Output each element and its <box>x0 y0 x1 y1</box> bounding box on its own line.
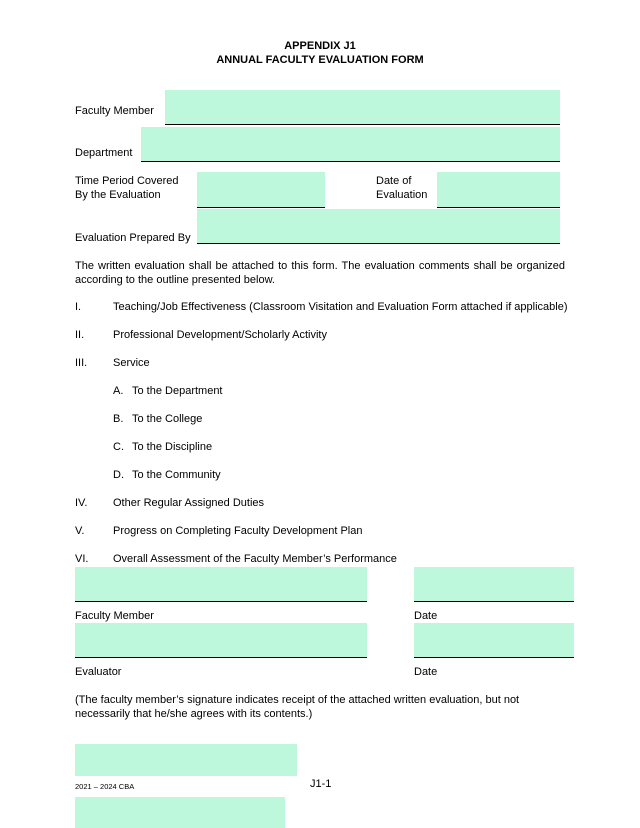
service-letter-d: D. <box>113 469 124 481</box>
department-input[interactable] <box>141 127 560 162</box>
faculty-member-signature-label: Faculty Member <box>75 610 154 622</box>
outline-numeral-3: III. <box>75 357 88 369</box>
outline-item-other-duties: Other Regular Assigned Duties <box>113 497 265 509</box>
prepared-by-label: Evaluation Prepared By <box>75 232 191 244</box>
footer-field-top[interactable] <box>75 744 297 776</box>
service-item-department: To the Department <box>132 385 223 397</box>
faculty-member-label: Faculty Member <box>75 105 154 117</box>
appendix-heading: APPENDIX J1 <box>284 40 356 52</box>
form-title: ANNUAL FACULTY EVALUATION FORM <box>216 54 424 66</box>
outline-numeral-1: I. <box>75 301 82 313</box>
faculty-member-input[interactable] <box>165 90 560 125</box>
service-letter-b: B. <box>113 413 124 425</box>
intro-paragraph: The written evaluation shall be attached to this form. The evaluation comments shall be organized according to the outline presented below. <box>75 260 565 286</box>
footer-contract-label: 2021 – 2024 CBA <box>75 782 135 791</box>
evaluator-signature-input[interactable] <box>75 623 367 658</box>
signature-note: (The faculty member’s signature indicates receipt of the attached written evaluation, but not necessarily that he/she agrees with its contents.) <box>75 694 520 720</box>
footer-field-bottom[interactable] <box>75 797 285 828</box>
service-item-college: To the College <box>132 413 203 425</box>
page-number: J1-1 <box>310 778 332 790</box>
outline-numeral-2: II. <box>75 329 85 341</box>
time-period-label-line2: By the Evaluation <box>75 189 161 201</box>
outline-item-overall-assessment: Overall Assessment of the Faculty Member’s Performance <box>113 553 397 565</box>
outline-item-development-plan: Progress on Completing Faculty Development Plan <box>113 525 363 537</box>
evaluator-date-input[interactable] <box>414 623 574 658</box>
faculty-member-date-label: Date <box>414 610 438 622</box>
date-of-evaluation-label-line2: Evaluation <box>376 189 428 201</box>
outline-item-service: Service <box>113 357 150 369</box>
faculty-member-signature-input[interactable] <box>75 567 367 602</box>
prepared-by-input[interactable] <box>197 209 560 244</box>
outline-numeral-4: IV. <box>75 497 88 509</box>
service-letter-a: A. <box>113 385 124 397</box>
outline-numeral-5: V. <box>75 525 85 537</box>
faculty-member-date-input[interactable] <box>414 567 574 602</box>
service-item-community: To the Community <box>132 469 221 481</box>
time-period-input[interactable] <box>197 172 325 208</box>
department-label: Department <box>75 147 133 159</box>
service-item-discipline: To the Discipline <box>132 441 213 453</box>
date-of-evaluation-input[interactable] <box>437 172 560 208</box>
outline-item-professional-development: Professional Development/Scholarly Activity <box>113 329 327 341</box>
service-letter-c: C. <box>113 441 124 453</box>
date-of-evaluation-label-line1: Date of <box>376 175 412 187</box>
outline-numeral-6: VI. <box>75 553 89 565</box>
evaluator-signature-label: Evaluator <box>75 666 122 678</box>
time-period-label-line1: Time Period Covered <box>75 175 179 187</box>
outline-item-teaching: Teaching/Job Effectiveness (Classroom Visitation and Evaluation Form attached if applicable) <box>113 301 568 313</box>
evaluator-date-label: Date <box>414 666 438 678</box>
